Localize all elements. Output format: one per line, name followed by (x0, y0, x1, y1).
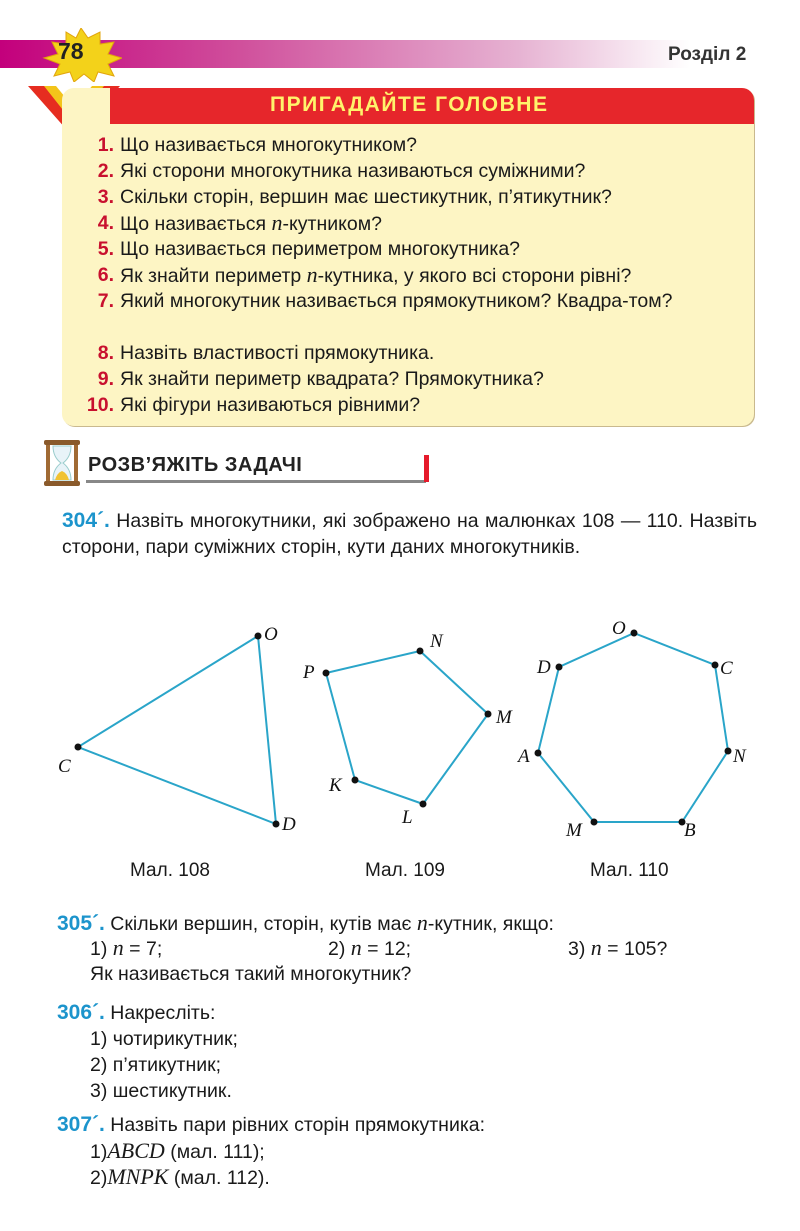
vertex-point (631, 630, 638, 637)
list-item: 3. Скільки сторін, вершин має шестикутник, п’ятикутник? (97, 186, 612, 208)
list-item: 6. Як знайти периметр n-кутника, у якого всі сторони рівні? (97, 262, 632, 287)
section-label: Розділ 2 (668, 44, 747, 65)
list-item: 2. Які сторони многокутника називаються суміжними? (97, 160, 586, 182)
recall-title: ПРИГАДАЙТЕ ГОЛОВНЕ (270, 93, 549, 116)
vertex-label: A (518, 746, 530, 767)
task-307: 307´. Назвіть пари рівних сторін прямокутника: (57, 1113, 486, 1136)
vertex-point (75, 744, 82, 751)
list-item: 1. Що називається многокутником? (97, 134, 418, 156)
list-item: 7. Який многокутник називається прямокутником? Квадра-том? (97, 290, 673, 312)
pentagon-fig109 (326, 651, 488, 804)
task-305-question: Як називається такий многокутник? (90, 963, 412, 985)
vertex-label: O (612, 618, 626, 639)
figure-caption: Мал. 109 (365, 860, 445, 881)
list-item: 2)MNPK (мал. 112). (90, 1164, 270, 1189)
vertex-label: N (430, 631, 443, 652)
vertex-point (535, 750, 542, 757)
task-number: 307´. (57, 1113, 105, 1136)
vertex-point (352, 777, 359, 784)
vertex-point (323, 670, 330, 677)
vertex-point (556, 664, 563, 671)
list-item: 1) чотирикутник; (90, 1028, 238, 1050)
list-item: 4. Що називається n-кутником? (97, 210, 382, 235)
task-number: 305´. (57, 912, 105, 935)
list-item: 2) п’ятикутник; (90, 1054, 222, 1076)
task-number: 306´. (57, 1001, 105, 1024)
vertex-label: L (402, 807, 413, 828)
tasks-heading: РОЗВ’ЯЖІТЬ ЗАДАЧІ (88, 454, 303, 476)
list-item: 3) шестикутник. (90, 1080, 232, 1102)
list-item: 8. Назвіть властивості прямокутника. (97, 342, 435, 364)
list-item: 1) n = 7; (90, 935, 163, 960)
task-text: Назвіть многокутники, які зображено на малюнках 108 — 110. Назвіть сторони, пари суміжних сторін, кути даних многокутників. (62, 510, 757, 558)
task-305: 305´. Скільки вершин, сторін, кутів має n-кутник, якщо: (57, 910, 554, 935)
vertex-point (273, 821, 280, 828)
vertex-label: P (303, 662, 315, 683)
figure-caption: Мал. 110 (590, 860, 669, 881)
list-item: 9. Як знайти периметр квадрата? Прямокутника? (97, 368, 544, 390)
vertex-label: C (58, 756, 71, 777)
vertex-point (485, 711, 492, 718)
vertex-label: C (720, 658, 733, 679)
task-306: 306´. Накресліть: (57, 1001, 216, 1024)
vertex-label: D (537, 657, 551, 678)
vertex-label: N (733, 746, 746, 767)
list-item: 1)ABCD (мал. 111); (90, 1138, 265, 1163)
vertex-point (712, 662, 719, 669)
list-item: 2) n = 12; (328, 935, 412, 960)
vertex-label: O (264, 624, 278, 645)
page-number: 78 (58, 38, 84, 64)
list-item: 3) n = 105? (568, 935, 668, 960)
vertex-point (417, 648, 424, 655)
triangle-fig108 (78, 636, 276, 824)
vertex-label: M (496, 707, 512, 728)
list-item: 10. Які фігури називаються рівними? (86, 394, 421, 416)
vertex-label: K (329, 775, 342, 796)
vertex-point (420, 801, 427, 808)
vertex-label: B (684, 820, 696, 841)
vertex-label: M (566, 820, 582, 841)
vertex-point (255, 633, 262, 640)
vertex-point (725, 748, 732, 755)
vertex-label: D (282, 814, 296, 835)
task-number: 304´. (62, 509, 110, 532)
vertex-point (591, 819, 598, 826)
heptagon-fig110 (538, 633, 728, 822)
list-item: 5. Що називається периметром многокутника? (97, 238, 521, 260)
figure-caption: Мал. 108 (130, 860, 210, 881)
